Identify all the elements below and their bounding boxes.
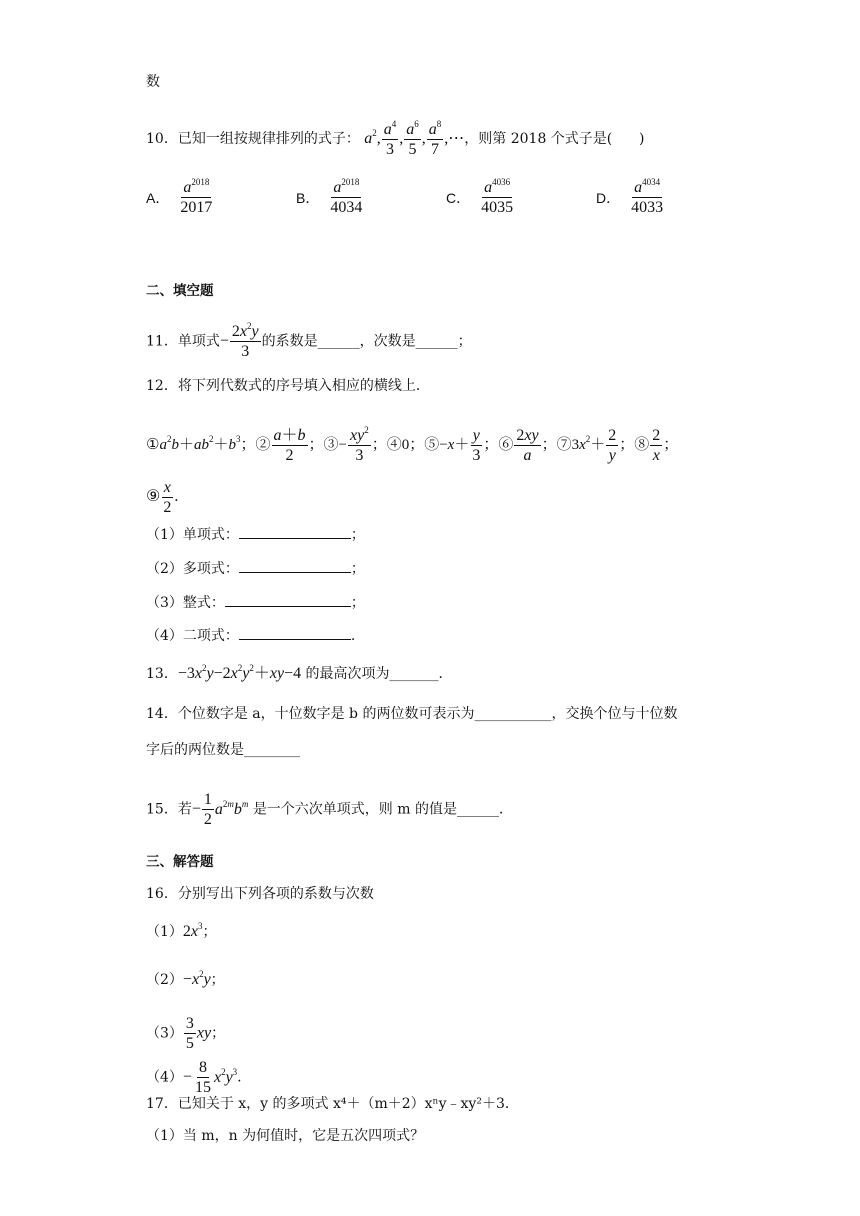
q12-sub-4: （4）二项式： . bbox=[146, 625, 355, 646]
section-solve: 三、解答题 bbox=[146, 854, 214, 870]
q10-sequence: $a^2$, $\frac{a^4}{3}$ , $\frac{a^6}{5}$ , $\frac{a^8}{7}$ ,⋯ bbox=[364, 119, 465, 158]
q10-option-a[interactable]: A． $\frac{a^{2018}}{2017}$ bbox=[146, 177, 213, 216]
q12-blank-3[interactable] bbox=[225, 592, 351, 607]
question-14-line-2: 字后的两位数是________ bbox=[146, 742, 300, 758]
question-16: 16．分别写出下列各项的系数与次数 bbox=[146, 886, 374, 902]
question-14-line-1: 14．个位数字是 a，十位数字是 b 的两位数可表示为___________，交换个位与十位数 bbox=[146, 706, 678, 722]
previous-question-tail: 数 bbox=[146, 74, 160, 90]
q10-mid: ，则第 2018 个式子是( bbox=[464, 131, 613, 148]
q10-option-d[interactable]: D． $\frac{a^{4034}}{4033}$ bbox=[596, 177, 664, 216]
q10-option-c[interactable]: C． $\frac{a^{4036}}{4035}$ bbox=[446, 177, 514, 216]
q10-option-b[interactable]: B． $\frac{a^{2018}}{4034}$ bbox=[296, 177, 363, 216]
q16-item-4: （4）− $\frac{8}{15}$ $x^2y^3$. bbox=[146, 1059, 242, 1096]
q16-item-2: $(2)-x^2y$； bbox=[146, 969, 225, 988]
question-12: 12．将下列代数式的序号填入相应的横线上． bbox=[146, 378, 430, 394]
question-11: 11．单项式− $\frac{2x^2y}{3}$ 的系数是______，次数是______； bbox=[146, 321, 472, 360]
q10-close: ) bbox=[638, 131, 645, 148]
q12-blank-2[interactable] bbox=[239, 558, 351, 573]
q12-sub-3: （3）整式： ； bbox=[146, 592, 365, 613]
question-13: 13．$-3x^2y-2x^2y^2+xy-4$ 的最高次项为_______． bbox=[146, 663, 453, 682]
q12-blank-4[interactable] bbox=[239, 625, 351, 640]
q16-item-3: （3） $\frac{3}{5}$ xy； bbox=[146, 1015, 226, 1052]
question-17: 17．已知关于 x，y 的多项式 x⁴＋（m＋2）xⁿy﹣xy²＋3． bbox=[146, 1096, 519, 1112]
q12-expression-9: ⑨ $\frac{x}{2}$ . bbox=[146, 479, 179, 516]
section-fill-in: 二、填空题 bbox=[146, 283, 214, 299]
question-10 bbox=[146, 120, 644, 159]
q12-blank-1[interactable] bbox=[239, 524, 351, 539]
q16-item-1: $(1)2x^3$； bbox=[146, 921, 217, 940]
q10-stem: 10．已知一组按规律排列的式子： bbox=[146, 131, 360, 148]
q12-expressions: $①a^2b+ab^2+b^3$；② $\frac{a+b}{2}$ ；③− $\frac{xy^2}{3}$ ；④0；⑤−x＋ $\frac{y}{3}$ ；⑥ $\frac{2xy}{a}$ ；$⑦3x^2+$ $\frac{2}{y}$ ；⑧ $\frac{2}{x}$ ； bbox=[146, 425, 679, 464]
q17-sub-1: （1）当 m，n 为何值时，它是五次四项式？ bbox=[146, 1128, 425, 1144]
q12-sub-2: （2）多项式： ； bbox=[146, 558, 365, 579]
question-15: 15．若− $\frac{1}{2}$ $a^{2m}b^m$ 是一个六次单项式，则 m 的值是______． bbox=[146, 791, 513, 828]
q12-sub-1: （1）单项式： ； bbox=[146, 524, 365, 545]
